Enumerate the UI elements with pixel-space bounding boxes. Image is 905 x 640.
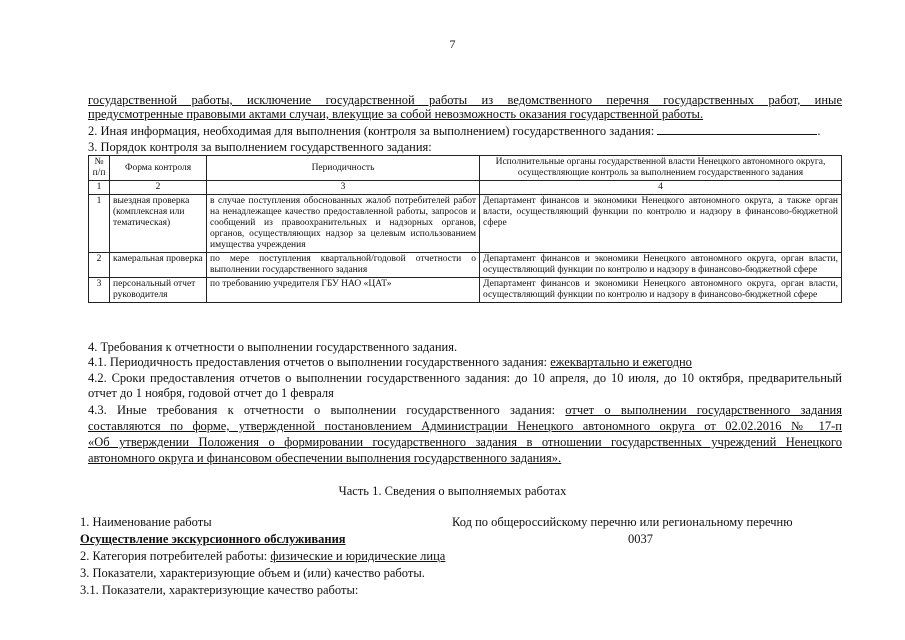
row-organ: Департамент финансов и экономики Ненецкого автономного округа, орган власти, осуществляющий функции по контролю и надзору в финансово-бюджетной сфере <box>480 278 842 303</box>
item-4-3-text: 4.3. Иные требования к отчетности о выполнении государственного задания: <box>88 403 566 417</box>
table-header-row <box>89 156 842 181</box>
item-2-text: 2. Иная информация, необходимая для выполнения (контроля за выполнением) государственного задания: <box>88 124 655 138</box>
row-organ: Департамент финансов и экономики Ненецкого автономного округа, орган власти, осуществляющий функции по контролю и надзору в финансово-бюджетной сфере <box>480 253 842 278</box>
consumer-category-value: физические и юридические лица <box>270 549 446 563</box>
control-table <box>88 155 842 303</box>
consumer-category-text: 2. Категория потребителей работы: <box>80 549 271 563</box>
row-period: по требованию учредителя ГБУ НАО «ЦАТ» <box>207 278 480 303</box>
header-period: Периодичность <box>207 156 480 181</box>
intro-line-1: государственной работы, исключение государственной работы из ведомственного перечня государственных работ, иные <box>88 93 842 107</box>
item-2-other-info <box>88 124 821 138</box>
table-row <box>89 278 842 303</box>
item-4-reporting: 4. Требования к отчетности о выполнении государственного задания. <box>88 340 458 354</box>
item-4-1-text: 4.1. Периодичность предоставления отчетов о выполнении государственного задания: <box>88 355 551 369</box>
work-name-label: 1. Наименование работы <box>80 515 212 529</box>
item-4-3-line-3: «Об утверждении Положения о формировании государственного задания в отношении государственных учреждений Ненецкого <box>88 435 842 449</box>
item-2-blank-line <box>657 124 817 135</box>
colnum-1: 1 <box>89 181 110 195</box>
item-4-1-periodicity <box>88 355 692 369</box>
intro-line-2: предусмотренные правовыми актами случаи, влекущие за собой невозможность оказания государственной работы. <box>88 107 704 121</box>
row-period: в случае поступления обоснованных жалоб потребителей работ на ненадлежащее качество предоставленной работы, запросов и сообщений из правоохранительных и надзорных органов, органов, осуществляющих надзор за целевым использованием имущества учреждения <box>207 195 480 253</box>
table-row <box>89 253 842 278</box>
item-4-3-line-2: составляются по форме, утвержденной постановлением Администрации Ненецкого автономного округа от 02.02.2016 № 17-п <box>88 419 842 433</box>
item-consumer-category <box>80 549 445 563</box>
item-4-3-line-4: автономного округа и финансовом обеспечении выполнения государственного задания». <box>88 451 562 465</box>
item-4-1-value: ежеквартально и ежегодно <box>550 355 692 369</box>
item-4-2-line-1: 4.2. Сроки предоставления отчетов о выполнении государственного задания: до 10 апреля, до 10 июля, до 10 октября, предварительный <box>88 371 842 385</box>
row-num: 2 <box>89 253 110 278</box>
item-4-3-line-1 <box>88 403 842 417</box>
page-number: 7 <box>449 37 456 51</box>
code-value: 0037 <box>628 532 653 546</box>
item-2-end: . <box>817 124 821 138</box>
row-organ: Департамент финансов и экономики Ненецкого автономного округа, а также орган власти, осуществляющий функции по контролю и надзору в финансово-бюджетной сфере <box>480 195 842 253</box>
header-form: Форма контроля <box>110 156 207 181</box>
part-title: Часть 1. Сведения о выполняемых работах <box>338 484 567 498</box>
item-quality-indicators: 3.1. Показатели, характеризующие качество работы: <box>80 583 359 597</box>
row-form: персональный отчет руководителя <box>110 278 207 303</box>
code-label: Код по общероссийскому перечню или региональному перечню <box>452 515 793 529</box>
colnum-4: 4 <box>480 181 842 195</box>
item-4-3-value: отчет о выполнении государственного задания <box>565 403 842 417</box>
row-period: по мере поступления квартальной/годовой отчетности о выполнении государственного задания <box>207 253 480 278</box>
item-3-control-order: 3. Порядок контроля за выполнением государственного задания: <box>88 140 432 154</box>
colnum-2: 2 <box>110 181 207 195</box>
table-row <box>89 195 842 253</box>
item-4-2-line-2: отчет до 1 ноября, годовой отчет до 1 февраля <box>88 386 334 400</box>
table-colnum-row <box>89 181 842 195</box>
row-form: выездная проверка (комплексная или тематическая) <box>110 195 207 253</box>
row-num: 3 <box>89 278 110 303</box>
row-form: камеральная проверка <box>110 253 207 278</box>
work-name-value: Осуществление экскурсионного обслуживания <box>80 532 346 546</box>
item-indicators: 3. Показатели, характеризующие объем и (или) качество работы. <box>80 566 425 580</box>
colnum-3: 3 <box>207 181 480 195</box>
header-num: № п/п <box>89 156 110 181</box>
header-organ: Исполнительные органы государственной власти Ненецкого автономного округа, осуществляющие контроль за выполнением государственного задания <box>480 156 842 181</box>
row-num: 1 <box>89 195 110 253</box>
